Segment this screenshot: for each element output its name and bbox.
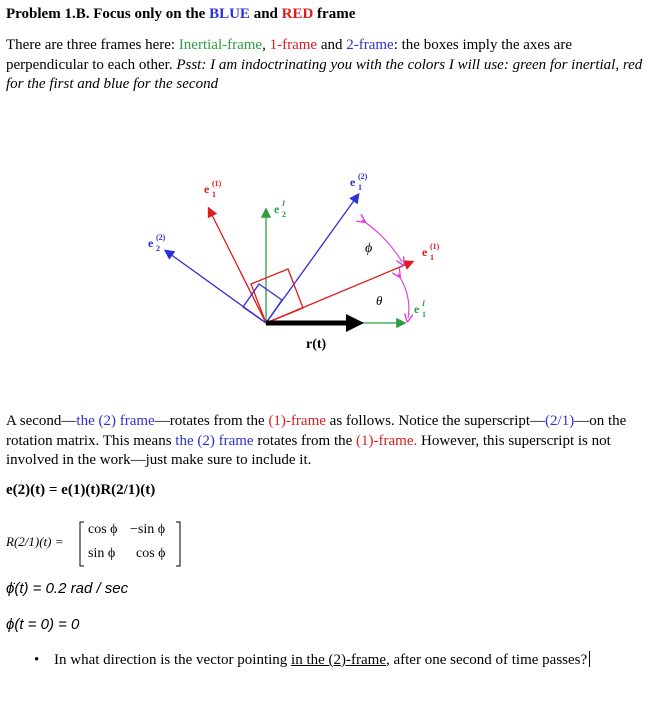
intro-inertial-frame: Inertial-frame — [178, 37, 263, 53]
p2-text-1: A second— — [6, 413, 77, 429]
svg-text:1: 1 — [212, 190, 216, 199]
label-e1-frame1-right — [422, 242, 440, 262]
label-e1-frame1-top — [204, 179, 222, 199]
p2-frame2: the (2) frame — [76, 413, 155, 429]
intro-psst-note: Psst: I am indoctrinating you with the colors I will use: green for inertial, red for the first and blue for the second — [6, 56, 643, 92]
p2-text-6: However, this superscript is not involved in the work—just make sure to include it. — [6, 432, 611, 468]
svg-text:e: e — [350, 175, 356, 189]
svg-text:e: e — [204, 182, 210, 196]
svg-text:1: 1 — [422, 310, 426, 319]
frames-diagram — [136, 168, 456, 363]
eq3-lhs: ϕ̇(t) = 0.2 — [6, 580, 71, 597]
intro-text-1: There are three frames here: — [6, 37, 179, 53]
p2-text-4: —on the rotation matrix. This means — [6, 413, 627, 449]
svg-text:2: 2 — [282, 210, 286, 219]
p2-text-2: —rotates from the — [154, 413, 269, 429]
svg-text:e: e — [414, 302, 420, 316]
svg-text:1: 1 — [358, 183, 362, 192]
question-text[interactable] — [54, 651, 614, 671]
matrix-m11: cos ϕ — [88, 522, 118, 537]
title-suffix: frame — [313, 6, 356, 22]
svg-text:(2): (2) — [358, 172, 368, 181]
intro-text-3: and — [317, 37, 347, 53]
intro-2-frame: 2-frame — [346, 37, 394, 53]
question-text-2: , after one second of time passes? — [385, 652, 588, 668]
svg-text:(2): (2) — [156, 233, 166, 242]
phi-label: ϕ — [365, 241, 373, 256]
theta-label: θ — [376, 293, 383, 308]
p2-text-3: as follows. Notice the superscript— — [325, 413, 546, 429]
theta-arc — [398, 274, 409, 318]
svg-text:1: 1 — [430, 253, 434, 262]
svg-text:e: e — [148, 236, 154, 250]
bullet-dot: • — [34, 652, 40, 668]
intro-1-frame: 1-frame — [269, 37, 318, 53]
question-underlined: in the (2)-frame — [291, 652, 386, 668]
svg-text:e: e — [274, 202, 280, 216]
p2-text-5: rotates from the — [253, 432, 357, 449]
svg-text:e: e — [422, 245, 428, 259]
svg-text:(1): (1) — [212, 179, 222, 188]
problem-title — [6, 6, 355, 23]
matrix-m21: sin ϕ — [88, 546, 116, 561]
intro-text-2: , — [262, 37, 270, 53]
label-e2-frame2 — [148, 233, 166, 253]
text-cursor — [589, 651, 590, 667]
equation-angular-rate — [6, 580, 128, 597]
question-text-1: In what direction is the vector pointing — [54, 652, 292, 668]
eq1-text: e(2)(t) = e(1)(t)R(2/1)(t) — [6, 482, 156, 498]
equation-initial-condition — [6, 616, 79, 633]
r-vector-head — [346, 314, 364, 332]
label-e2-inertial — [274, 199, 286, 219]
svg-text:I: I — [422, 299, 426, 308]
intro-paragraph — [6, 36, 656, 95]
e2-frame1-axis — [209, 209, 266, 323]
matrix-lhs: R(2/1)(t) = — [6, 534, 64, 549]
matrix-m22: cos ϕ — [136, 546, 166, 561]
svg-text:(1): (1) — [430, 242, 440, 251]
title-blue: BLUE — [209, 6, 250, 22]
svg-text:I: I — [282, 199, 286, 208]
p2-frame2b: the (2) frame — [175, 432, 254, 449]
label-e1-frame2 — [350, 172, 368, 192]
eq4-text: ϕ(t = 0) = 0 — [6, 616, 80, 633]
title-prefix: Problem 1.B. Focus only on the — [6, 6, 210, 22]
title-mid: and — [249, 6, 282, 22]
p2-frame1: (1)-frame — [268, 413, 326, 429]
title-red: RED — [281, 6, 314, 22]
rotation-paragraph — [6, 412, 656, 471]
p2-frame1b: (1)-frame. — [356, 432, 418, 449]
p2-superscript: (2/1) — [545, 413, 575, 429]
label-e1-inertial — [414, 299, 426, 319]
eq3-unit: rad / sec — [70, 580, 129, 597]
r-label: r(t) — [306, 337, 327, 352]
intro-text-4: : the boxes imply the axes are perpendicular to each other. — [6, 37, 572, 73]
matrix-m12: −sin ϕ — [130, 522, 166, 537]
equation-frame-transform — [6, 482, 155, 499]
svg-text:2: 2 — [156, 244, 160, 253]
